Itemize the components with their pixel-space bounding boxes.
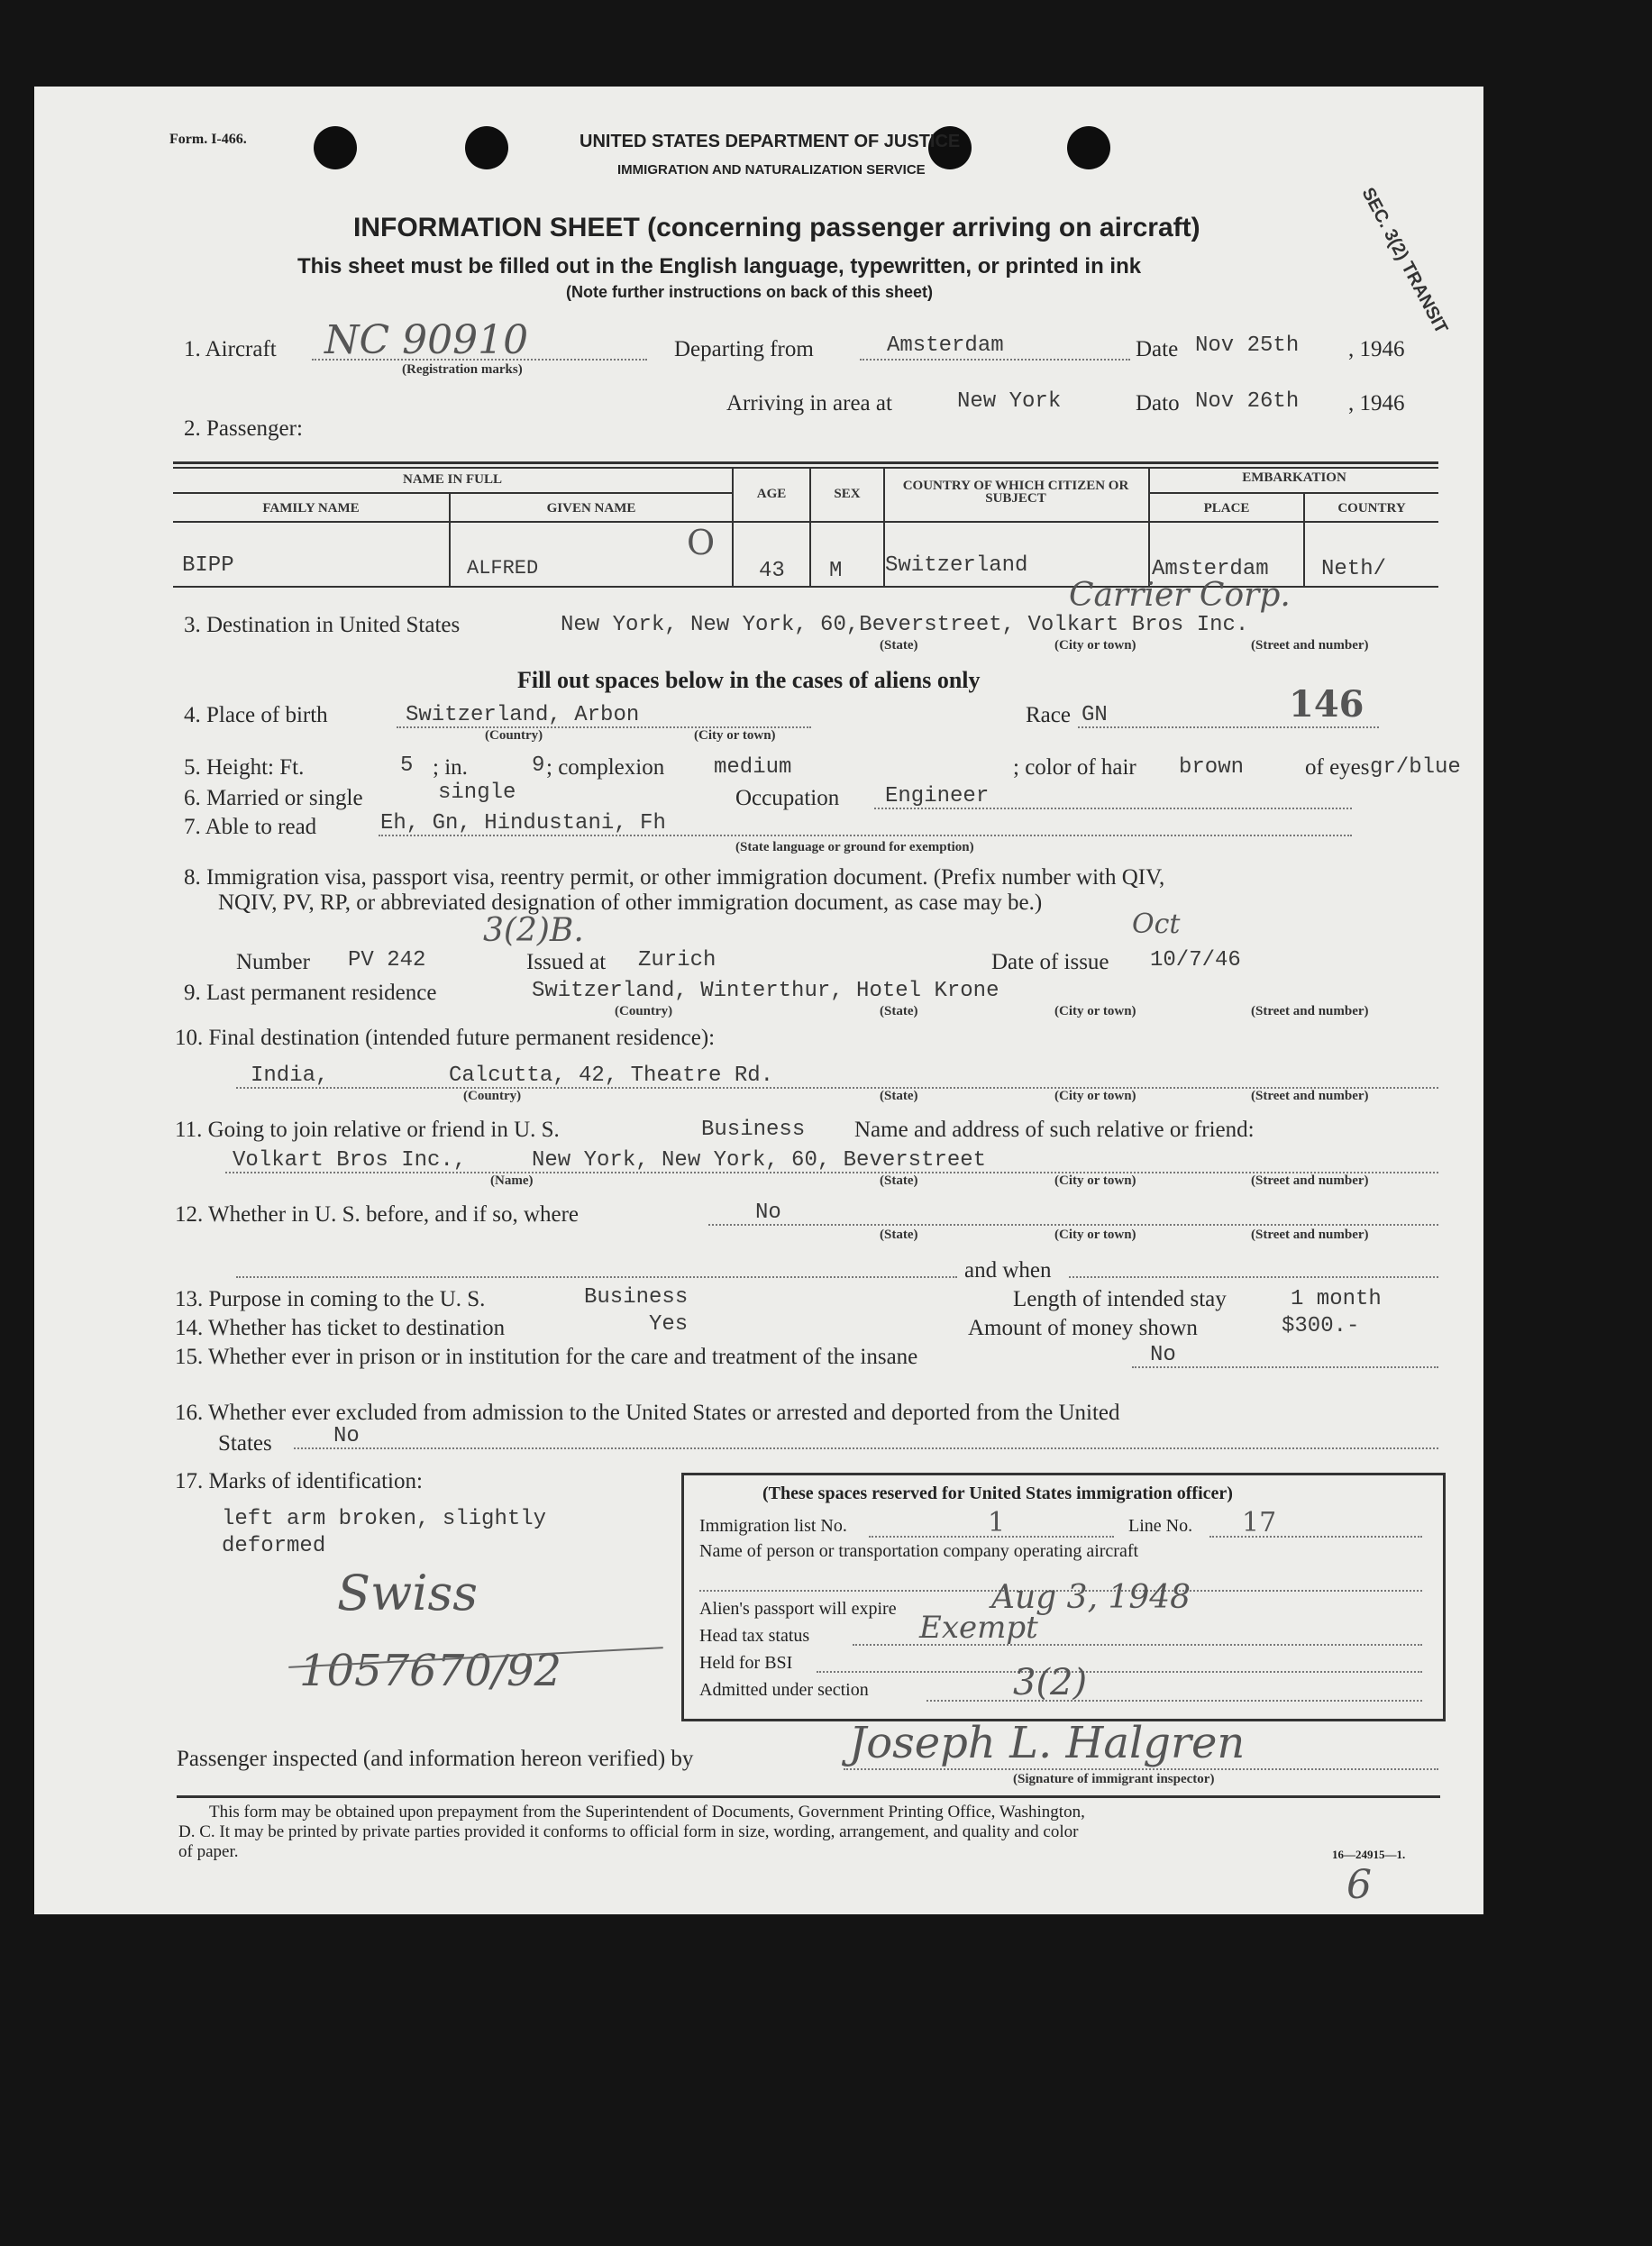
header-place: PLACE — [1203, 501, 1250, 516]
department-name: UNITED STATES DEPARTMENT OF JUSTICE — [580, 132, 961, 151]
immigration-list-value: 1 — [988, 1507, 1006, 1538]
height-feet: 5 — [400, 753, 414, 778]
residence-label: 9. Last permanent residence — [184, 981, 437, 1005]
previous-visit-value: No — [755, 1201, 781, 1225]
final-country-caption: (Country) — [463, 1089, 522, 1103]
embarkation-place-cell: Amsterdam — [1152, 557, 1269, 581]
service-name: IMMIGRATION AND NATURALIZATION SERVICE — [617, 162, 926, 178]
destination-city-caption: (City or town) — [1054, 638, 1136, 653]
residence-state-caption: (State) — [880, 1004, 918, 1018]
marital-label: 6. Married or single — [184, 786, 363, 810]
footer-line2: D. C. It may be printed by private parties provided it conforms to official form in size, wording, arrangement, and quality and color — [178, 1822, 1079, 1841]
aircraft-label: 1. Aircraft — [184, 337, 277, 361]
birthplace-value: Switzerland, Arbon — [406, 703, 640, 727]
visa-handwritten-code: 3(2)B. — [483, 912, 584, 949]
header-age: AGE — [756, 487, 787, 501]
final-destination-country: India, — [251, 1064, 329, 1088]
inches-label: ; in. — [433, 755, 468, 780]
race-handwritten: 146 — [1289, 683, 1364, 726]
passenger-label: 2. Passenger: — [184, 416, 303, 441]
page-title: INFORMATION SHEET (concerning passenger arriving on aircraft) — [353, 213, 1200, 242]
ticket-value: Yes — [649, 1312, 689, 1337]
excluded-label-line1: 16. Whether ever excluded from admission to the United States or arrested and deported from the United — [175, 1401, 1120, 1425]
occupation-value: Engineer — [885, 784, 990, 808]
header-name-in-full: NAME IN FULL — [402, 472, 502, 487]
final-destination-label: 10. Final destination (intended future permanent residence): — [175, 1026, 716, 1050]
complexion-label: ; complexion — [546, 755, 665, 780]
birthplace-label: 4. Place of birth — [184, 703, 328, 727]
age-cell: 43 — [759, 559, 785, 583]
issue-date-label: Date of issue — [991, 950, 1109, 974]
friend-city-caption: (City or town) — [1054, 1173, 1136, 1188]
excluded-label-line2: States — [218, 1431, 272, 1456]
header-given-name: GIVEN NAME — [546, 501, 636, 516]
given-name-cell: ALFRED — [467, 557, 539, 580]
arriving-value: New York — [957, 389, 1062, 414]
given-name-mark: O — [687, 523, 716, 562]
issued-label: Issued at — [526, 950, 607, 974]
excluded-value: No — [333, 1424, 360, 1448]
hair-label: ; color of hair — [1013, 755, 1136, 780]
header-embarkation: EMBARKATION — [1242, 470, 1346, 485]
identification-line2: deformed — [222, 1534, 326, 1558]
arrival-date: Nov 26th — [1195, 389, 1300, 414]
signature-caption: (Signature of immigrant inspector) — [1013, 1772, 1215, 1786]
sex-cell: M — [829, 559, 843, 583]
stay-label: Length of intended stay — [1013, 1287, 1227, 1311]
join-value: Business — [701, 1118, 806, 1142]
arrival-year: , 1946 — [1348, 391, 1405, 415]
join-label: 11. Going to join relative or friend in U. S. — [175, 1118, 560, 1142]
residence-country-caption: (Country) — [615, 1004, 673, 1018]
read-value: Eh, Gn, Hindustani, Fh — [380, 811, 666, 835]
family-name-cell: BIPP — [182, 553, 234, 578]
visa-number-label: Number — [236, 950, 310, 974]
marital-value: single — [438, 781, 516, 805]
visa-label-line1: 8. Immigration visa, passport visa, reentry permit, or other immigration document. (Prefix number with QIV, — [184, 865, 1165, 890]
residence-city-caption: (City or town) — [1054, 1004, 1136, 1018]
birthplace-city-caption: (City or town) — [694, 728, 776, 743]
punch-hole — [465, 126, 508, 169]
note-text: (Note further instructions on back of this sheet) — [566, 283, 934, 301]
held-bsi-label: Held for BSI — [699, 1653, 793, 1673]
friend-street-caption: (Street and number) — [1251, 1173, 1369, 1188]
hair-value: brown — [1179, 755, 1245, 780]
line-no-value: 17 — [1242, 1507, 1277, 1538]
read-caption: (State language or ground for exemption) — [735, 840, 974, 854]
previous-city-caption: (City or town) — [1054, 1228, 1136, 1242]
admitted-section-value: 3(2) — [1013, 1662, 1088, 1703]
final-destination-city: Calcutta, 42, Theatre Rd. — [449, 1064, 774, 1088]
previous-visit-label: 12. Whether in U. S. before, and if so, where — [175, 1202, 580, 1227]
line-no-label: Line No. — [1128, 1516, 1193, 1536]
departing-label: Departing from — [674, 337, 814, 361]
inspector-signature: Joseph L. Halgren — [849, 1718, 1246, 1768]
head-tax-value: Exempt — [919, 1610, 1038, 1646]
issue-date: 10/7/46 — [1150, 948, 1241, 972]
transit-stamp: SEC. 3(2) TRANSIT — [1357, 184, 1452, 337]
header-citizen-country: COUNTRY OF WHICH CITIZEN OR SUBJECT — [902, 479, 1129, 506]
height-inches: 9 — [532, 753, 545, 778]
height-label: 5. Height: Ft. — [184, 755, 305, 780]
eyes-label: of eyes — [1305, 755, 1370, 780]
stay-value: 1 month — [1291, 1287, 1382, 1311]
identification-line1: left arm broken, slightly — [222, 1507, 547, 1531]
departure-date: Nov 25th — [1195, 333, 1300, 358]
punch-hole — [1067, 126, 1110, 169]
friend-state-caption: (State) — [880, 1173, 918, 1188]
page-mark: 6 — [1346, 1862, 1372, 1908]
aliens-heading: Fill out spaces below in the cases of aliens only — [517, 667, 981, 693]
eyes-value: gr/blue — [1370, 755, 1461, 780]
read-label: 7. Able to read — [184, 815, 317, 839]
registration-caption: (Registration marks) — [402, 362, 523, 377]
purpose-value: Business — [584, 1285, 689, 1310]
departure-date-label: Date — [1136, 337, 1179, 361]
friend-name: Volkart Bros Inc., — [233, 1148, 467, 1173]
passport-expire-label: Alien's passport will expire — [699, 1599, 897, 1619]
identification-label: 17. Marks of identification: — [175, 1469, 423, 1493]
occupation-label: Occupation — [735, 786, 840, 810]
destination-value: New York, New York, 60,Beverstreet, Volkart Bros Inc. — [561, 613, 1249, 637]
departing-value: Amsterdam — [887, 333, 1004, 358]
head-tax-label: Head tax status — [699, 1626, 810, 1646]
race-value: GN — [1082, 703, 1108, 727]
operator-label: Name of person or transportation company operating aircraft — [699, 1541, 1139, 1561]
visa-number: PV 242 — [348, 948, 426, 972]
final-city-caption: (City or town) — [1054, 1089, 1136, 1103]
passport-expire-value: Aug 3, 1948 — [991, 1579, 1191, 1616]
header-country: COUNTRY — [1337, 501, 1406, 516]
header-sex: SEX — [834, 487, 861, 501]
arriving-label: Arriving in area at — [726, 391, 892, 415]
identification-handwritten-2: 1057670/92 — [299, 1646, 562, 1696]
footer-line1: This form may be obtained upon prepayment from the Superintendent of Documents, Government Printing Office, Washington, — [209, 1803, 1085, 1821]
prison-label: 15. Whether ever in prison or in institution for the care and treatment of the insane — [175, 1345, 918, 1369]
previous-street-caption: (Street and number) — [1251, 1228, 1369, 1242]
embarkation-country-cell: Neth/ — [1321, 557, 1387, 581]
form-code: 16—24915—1. — [1332, 1848, 1406, 1861]
immigration-list-label: Immigration list No. — [699, 1516, 847, 1536]
destination-street-caption: (Street and number) — [1251, 638, 1369, 653]
purpose-label: 13. Purpose in coming to the U. S. — [175, 1287, 486, 1311]
residence-street-caption: (Street and number) — [1251, 1004, 1369, 1018]
inspected-label: Passenger inspected (and information hereon verified) by — [177, 1747, 694, 1771]
money-label: Amount of money shown — [968, 1316, 1198, 1340]
identification-handwritten-1: Swiss — [337, 1565, 478, 1621]
prison-value: No — [1150, 1343, 1176, 1367]
final-street-caption: (Street and number) — [1251, 1089, 1369, 1103]
destination-state-caption: (State) — [880, 638, 918, 653]
residence-value: Switzerland, Winterthur, Hotel Krone — [532, 979, 999, 1003]
destination-handwritten: Carrier Corp. — [1069, 577, 1291, 614]
friend-address: New York, New York, 60, Beverstreet — [532, 1148, 987, 1173]
admitted-section-label: Admitted under section — [699, 1680, 869, 1700]
destination-label: 3. Destination in United States — [184, 613, 461, 637]
previous-state-caption: (State) — [880, 1228, 918, 1242]
friend-name-caption: (Name) — [490, 1173, 534, 1188]
officer-box-heading: (These spaces reserved for United States immigration officer) — [762, 1484, 1233, 1503]
footer-line3: of paper. — [178, 1842, 239, 1861]
issued-value: Zurich — [638, 948, 716, 972]
ticket-label: 14. Whether has ticket to destination — [175, 1316, 506, 1340]
form-number: Form. I-466. — [169, 132, 247, 147]
final-state-caption: (State) — [880, 1089, 918, 1103]
arrival-date-label: Dato — [1136, 391, 1180, 415]
complexion-value: medium — [714, 755, 792, 780]
visa-handwritten-month: Oct — [1132, 908, 1181, 940]
birthplace-country-caption: (Country) — [485, 728, 543, 743]
punch-hole — [314, 126, 357, 169]
visa-label-line2: NQIV, PV, RP, or abbreviated designation of other immigration document, as case may be.) — [218, 890, 1043, 915]
aircraft-registration: NC 90910 — [324, 317, 529, 363]
money-value: $300.- — [1282, 1314, 1360, 1338]
departure-year: , 1946 — [1348, 337, 1405, 361]
friend-name-label: Name and address of such relative or friend: — [854, 1118, 1255, 1142]
citizen-country-cell: Switzerland — [885, 553, 1028, 578]
when-label: and when — [964, 1258, 1052, 1283]
instruction-text: This sheet must be filled out in the English language, typewritten, or printed in ink — [297, 254, 1142, 278]
race-label: Race — [1026, 703, 1071, 727]
header-family-name: FAMILY NAME — [262, 501, 360, 516]
